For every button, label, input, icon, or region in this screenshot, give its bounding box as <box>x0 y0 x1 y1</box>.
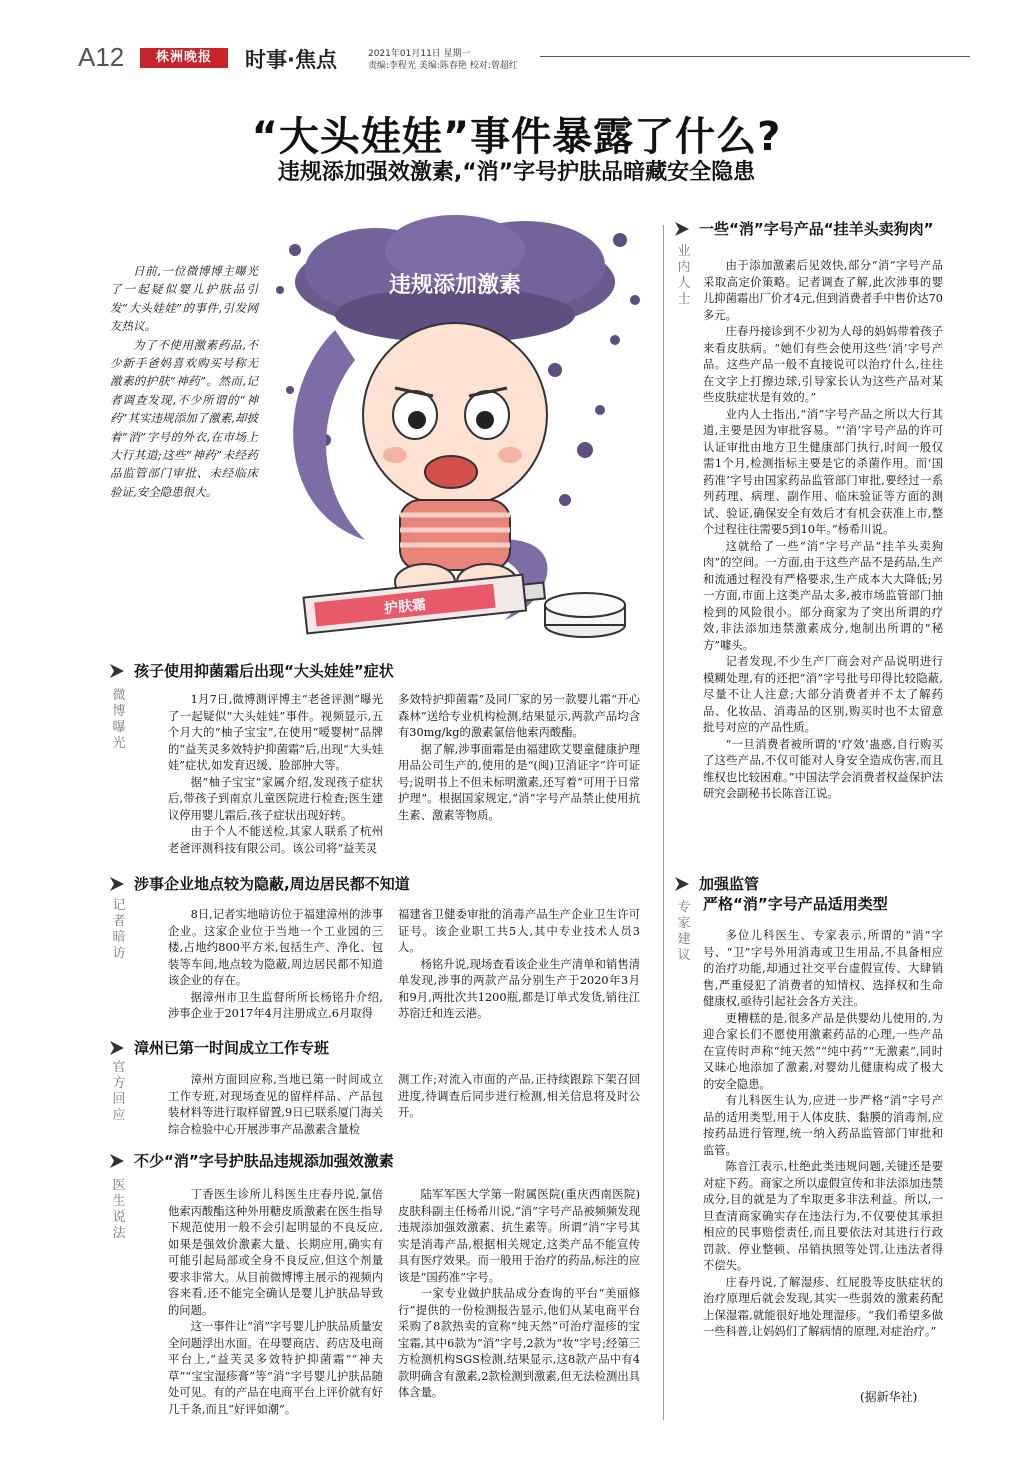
arrow-icon <box>110 1039 124 1053</box>
section-header-weibo <box>110 660 670 682</box>
side-label-industry: 业内人士 <box>677 244 691 307</box>
paper-logo: 株洲晚报 <box>140 48 228 68</box>
paragraph: 多位儿科医生、专家表示,所谓的“消”字号、“卫”字号外用消毒或卫生用品,不具备相应的治疗功能,却通过社交平台虚假宣传、大肆销售,严重侵犯了消费者的知情权、选择权和生命健康权,亟待引起社会各方关注。 <box>703 929 943 1008</box>
arrow-icon <box>675 220 689 234</box>
paragraph: 由于个人不能送检,其家人联系了杭州老爸评测科技有限公司。该公司将“益芙灵 <box>168 825 383 855</box>
paragraph: 据漳州市卫生监督所所长杨铭升介绍,涉事企业于2017年4月注册成立,6月取得 <box>168 990 383 1020</box>
side-label-doctor: 医生说法 <box>112 1178 126 1241</box>
section-subtitle: 严格“消”字号产品适用类型 <box>703 895 888 913</box>
side-label-reporter: 记者暗访 <box>112 898 126 961</box>
byline: (据新华社) <box>860 1390 918 1404</box>
paragraph: 由于添加激素后见效快,部分“消”字号产品采取高定价策略。记者调查了解,此次涉事的婴儿抑菌霜出厂价才4元,但到消费者手中售价达70多元。 <box>703 259 943 322</box>
paragraph: 记者发现,不少生产厂商会对产品说明进行模糊处理,有的还把“消”字号批号印得比较隐蔽,尽量不让人注意;大部分消费者并不太了解药品、化妆品、消毒品的区别,购买时也不太留意批号对应的产品性质。 <box>703 655 943 734</box>
page-number: A12 <box>78 42 125 72</box>
section-title: 涉事企业地点较为隐蔽,周边居民都不知道 <box>134 875 410 893</box>
paragraph: 这就给了一些“消”字号产品“挂羊头卖狗肉”的空间。一方面,由于这些产品不是药品,生产和流通过程没有严格要求,生产成本大大降低;另一方面,市面上这类产品太多,被市场监管部门抽检到的风险很小。部分商家为了突出所谓的疗效,非法添加违禁激素成分,炮制出所谓的“秘方”噱头。 <box>703 539 943 652</box>
paragraph: 庄春丹接诊到不少初为人母的妈妈带着孩子来看皮肤病。“她们有些会使用这些‘消’字号产品。这些产品一般不直接说可以治疗什么,往往在文字上打擦边球,引导家长认为这些产品对某些皮肤症状是有效的。” <box>703 325 943 404</box>
paragraph: 业内人士指出,“消”字号产品之所以大行其道,主要是因为审批容易。“‘消’字号产品的许可认证审批由地方卫生健康部门执行,时间一般仅需1个月,检测指标主要是它的杀菌作用。而‘国药准’字号由国家药品监管部门审批,要经过一系列药理、病理、副作用、临床验证等方面的测试、验证,确保安全有效后才有机会获准上市,整个过程往往需要5到10年。”杨希川说。 <box>703 407 943 536</box>
section-header-industry <box>675 218 975 240</box>
section-title: 一些“消”字号产品“挂羊头卖狗肉” <box>699 220 934 238</box>
baby-cartoon-image <box>255 210 655 655</box>
intro-paragraph: 日前,一位微博博主曝光了一起疑似婴儿护肤品引发“大头娃娃”的事件,引发网友热议。 <box>110 264 258 334</box>
paragraph: 丁香医生诊所儿科医生庄春丹说,氯倍他索丙酸酯这种外用糖皮质激素在医生指导下规范使用一般不会引起明显的不良反应,如果是强效价激素大量、长期应用,确实有可能引起局部或全身不良反应,但这个剂量要求非常大。从目前微博博主展示的视频内容来看,还不能完全确认是婴儿护肤品导致的问题。 <box>168 1188 383 1317</box>
section-title: 不少“消”字号护肤品违规添加强效激素 <box>134 1152 394 1170</box>
paragraph: 庄春丹说,了解湿疹、红屁股等皮肤症状的治疗原理后就会发现,其实一些弱效的激素药配上保湿霜,就能很好地处理湿疹。“我们希望多做一些科普,让妈妈们了解病情的原理,对症治疗。” <box>703 1275 943 1338</box>
paragraph: “一旦消费者被所谓的‘疗效’蛊惑,自行购买了这些产品,不仅可能对人身安全造成伤害,而且维权也比较困难。”中国法学会消费者权益保护法研究会副秘书长陈音江说。 <box>703 737 943 800</box>
section-column <box>703 258 943 803</box>
issue-date: 2021年01月11日 星期一 <box>368 49 471 59</box>
arrow-icon <box>675 875 689 889</box>
paragraph: 漳州方面回应称,当地已第一时间成立工作专班,对现场查见的留样样品、产品包装材料等进行取样留置,9日已联系厦门海关综合检验中心开展涉事产品激素含量检 <box>168 1073 383 1136</box>
paragraph: 陆军军医大学第一附属医院(重庆西南医院)皮肤科副主任杨希川说,“消”字号产品被频频发现违规添加强效激素、抗生素等。所谓“消”字号其实是消毒产品,根据相关规定,这类产品不能宣传具有医疗效果。而一般用于治疗的药品,标注的应该是“国药准”字号。 <box>398 1188 640 1284</box>
column-divider <box>663 225 664 1420</box>
cartoon-illustration <box>255 210 655 655</box>
intro-column <box>110 262 258 501</box>
section-column <box>168 1072 383 1138</box>
arrow-icon <box>110 1152 124 1166</box>
section-title: 加强监管 <box>699 875 760 893</box>
section-column <box>398 1187 640 1402</box>
section-column <box>703 928 943 1341</box>
paragraph: 8日,记者实地暗访位于福建漳州的涉事企业。这家企业位于当地一个工业园的三楼,占地约800平方米,包括生产、净化、包装等车间,地点较为隐蔽,周边居民都不知道该企业的存在。 <box>168 908 383 987</box>
masthead-rule <box>540 56 970 57</box>
paragraph: 陈音江表示,杜绝此类违规问题,关键还是要对症下药。商家之所以虚假宣传和非法添加违禁成分,目的就是为了牟取更多非法利益。所以,一旦查清商家确实存在违法行为,不仅要使其承担相应的民事赔偿责任,而且要依法对其进行行政罚款、停业整顿、吊销执照等处罚,让违法者得不偿失。 <box>703 1160 943 1272</box>
section-header-official <box>110 1037 670 1059</box>
paragraph: 据了解,涉事面霜是由福建欧艾婴童健康护理用品公司生产的,使用的是“(闽)卫消证字”许可证号;说明书上不但未标明激素,还写着“可用于日常护理”。根据国家规定,“消”字号产品禁止使用抗生素、激素等物质。 <box>398 742 640 822</box>
paragraph: 1月7日,微博测评博主“老爸评测”曝光了一起疑似“大头娃娃”事件。视频显示,五个月大的“柚子宝宝”,在使用“嗳婴树”品牌的“益芙灵多效特护抑菌霜”后,出现“大头娃娃”症状,如发育迟缓、脸部肿大等。 <box>168 693 383 772</box>
masthead <box>70 42 970 76</box>
paragraph: 测工作;对流入市面的产品,正持续跟踪下架召回进度,待调查后同步进行检测,相关信息将及时公开。 <box>398 1073 640 1119</box>
headline: “大头娃娃”事件暴露了什么? <box>251 114 782 160</box>
section-column <box>168 1187 383 1418</box>
section-title: 孩子使用抑菌霜后出现“大头娃娃”症状 <box>134 662 394 680</box>
section-title: 漳州已第一时间成立工作专班 <box>134 1039 330 1057</box>
paragraph: 杨铭升说,现场查看该企业生产清单和销售清单发现,涉事的两款产品分别生产于2020年3月和9月,两批次共1200瓶,都是订单式发货,销往江苏宿迁和连云港。 <box>398 957 640 1020</box>
paragraph: 多效特护抑菌霜”及同厂家的另一款婴儿霜“开心森林”送给专业机构检测,结果显示,两款产品均含有30mg/kg的激素氯倍他索丙酸酯。 <box>398 693 640 739</box>
subheadline: 违规添加强效激素,“消”字号护肤品暗藏安全隐患 <box>277 160 756 185</box>
paragraph: 福建省卫健委审批的消毒产品生产企业卫生许可证号。该企业职工共5人,其中专业技术人员3人。 <box>398 908 640 954</box>
side-label-expert: 专家建议 <box>677 900 691 963</box>
editors-line: 责编:李程光 美编:陈春艳 校对:曾超红 <box>368 61 518 71</box>
arrow-icon <box>110 662 124 676</box>
cloud-text: 违规添加激素 <box>388 273 522 298</box>
paragraph: 有儿科医生认为,应进一步严格“消”字号产品的适用类型,用于人体皮肤、黏膜的消毒剂,应按药品进行管理,统一纳入药品监管部门审批和监管。 <box>703 1094 943 1157</box>
section-header-reporter <box>110 873 670 895</box>
section-name: 时事·焦点 <box>245 48 337 72</box>
side-label-official: 官方回应 <box>112 1060 126 1123</box>
section-column <box>398 692 640 824</box>
section-header-expert <box>675 873 975 895</box>
paragraph: 一家专业做护肤品成分查询的平台“美丽修行”提供的一份检测报告显示,他们从某电商平台采购了8款热卖的宣称“纯天然”可治疗湿疹的宝宝霜,其中6款为“消”字号,2款为“妆”字号;经第三方检测机构SGS检测,结果显示,这8款产品中有4款明确含有激素,2款检测到激素,但无法检测出具体含量。 <box>398 1287 640 1399</box>
section-header-doctor <box>110 1150 670 1172</box>
section-column <box>168 907 383 1023</box>
section-column <box>168 692 383 857</box>
arrow-icon <box>110 875 124 889</box>
paragraph: 据“柚子宝宝”家属介绍,发现孩子症状后,带孩子到南京儿童医院进行检查;医生建议停用婴儿霜后,孩子症状出现好转。 <box>168 775 383 822</box>
paragraph: 这一事件让“消”字号婴儿护肤品质量安全问题浮出水面。在母婴商店、药店及电商平台上,“益芙灵多效特护抑菌霜”“神夫草”“宝宝湿疹膏”等“消”字号婴儿护肤品随处可见。有的产品在电商平台上评价就有好几千条,而且“好评如潮”。 <box>168 1320 383 1416</box>
section-column <box>398 907 640 1023</box>
side-label-weibo: 微博曝光 <box>112 688 126 751</box>
section-column <box>398 1072 640 1122</box>
paragraph: 更糟糕的是,很多产品是供婴幼儿使用的,为迎合家长们不愿使用激素药品的心理,一些产品在宣传时声称“纯天然”“纯中药”“无激素”,同时又昧心地添加了激素,对婴幼儿健康构成了极大的安全隐患。 <box>703 1011 943 1091</box>
tube-text: 护肤霜 <box>383 596 427 618</box>
intro-paragraph: 为了不使用激素药品,不少新手爸妈喜欢购买号称无激素的护肤“神药”。然而,记者调查发现,不少所谓的“神药”其实违规添加了激素,却披着“消”字号的外衣,在市场上大行其道;这些“神药”未经药品监管部门审批、未经临床验证,安全隐患很大。 <box>110 337 258 499</box>
